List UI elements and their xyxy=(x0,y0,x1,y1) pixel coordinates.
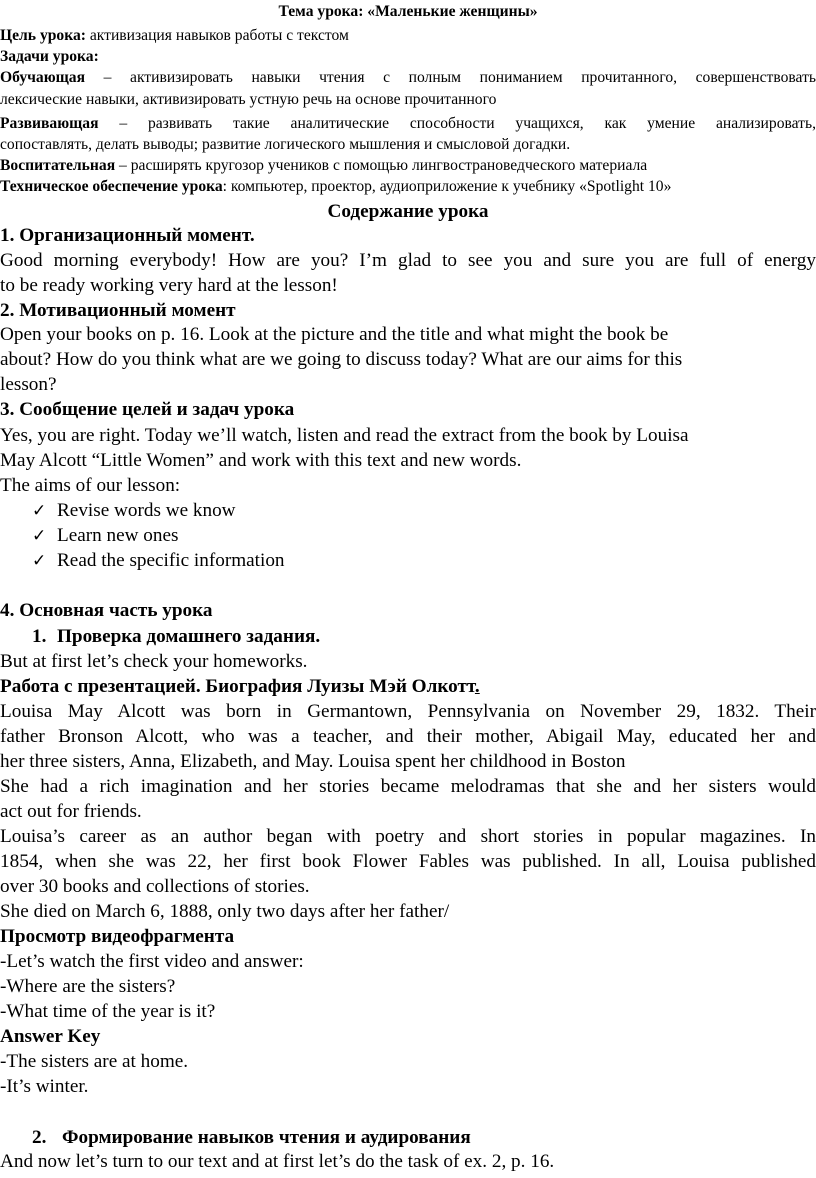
lesson-title: Тема урока: «Маленькие женщины» xyxy=(278,3,538,20)
video-line: -Let’s watch the first video and answer: xyxy=(0,951,304,972)
section-3-text-cont: May Alcott “Little Women” and work with this text and new words. xyxy=(0,450,522,471)
checkmark-icon: ✓ xyxy=(32,526,47,546)
bio-paragraph-line: her three sisters, Anna, Elizabeth, and May. Louisa spent her childhood in Boston xyxy=(0,751,626,772)
content-heading: Содержание урока xyxy=(327,201,489,222)
bio-paragraph-line: Louisa’s career as an author began with poetry and short stories in popular magazines. In xyxy=(0,826,816,847)
answer-key-heading: Answer Key xyxy=(0,1026,101,1047)
section-2-text-end: lesson? xyxy=(0,374,57,395)
lesson-goal: Цель урока: активизация навыков работы с текстом xyxy=(0,27,349,44)
checkmark-icon: ✓ xyxy=(32,501,47,521)
checkmark-icon: ✓ xyxy=(32,551,47,571)
section-2-heading: 2. Мотивационный момент xyxy=(0,300,236,321)
developing-task: Развивающая – развивать такие аналитические способности учащихся, как умение анализировать, xyxy=(0,115,816,132)
section-1-heading: 1. Организационный момент. xyxy=(0,225,255,246)
video-line: -What time of the year is it? xyxy=(0,1001,216,1022)
bio-paragraph-line: 1854, when she was 22, her first book Flower Fables was published. In all, Louisa published xyxy=(0,851,816,872)
educational-task: Воспитательная – расширять кругозор учеников с помощью лингвострановедческого материала xyxy=(0,157,648,174)
section-2-text: Open your books on p. 16. Look at the picture and the title and what might the book be xyxy=(0,324,669,345)
section-4-heading: 4. Основная часть урока xyxy=(0,600,213,621)
bio-paragraph-line: Louisa May Alcott was born in Germantown, Pennsylvania on November 29, 1832. Their xyxy=(0,701,816,722)
bio-paragraph-line: over 30 books and collections of stories. xyxy=(0,876,310,897)
bio-paragraph-line: act out for friends. xyxy=(0,801,142,822)
section-3-heading: 3. Сообщение целей и задач урока xyxy=(0,399,295,420)
subsection-1-text: But at first let’s check your homeworks. xyxy=(0,651,308,672)
bio-paragraph-line: She had a rich imagination and her stories became melodramas that she and her sisters would xyxy=(0,776,816,797)
tasks-label: Задачи урока: xyxy=(0,48,99,65)
teaching-task: Обучающая – активизировать навыки чтения с полным пониманием прочитанного, совершенствовать xyxy=(0,69,816,86)
section-1-text: Good morning everybody! How are you? I’m glad to see you and sure you are full of energy xyxy=(0,250,816,271)
answer-line: -It’s winter. xyxy=(0,1076,89,1097)
developing-task-cont: сопоставлять, делать выводы; развитие логического мышления и смысловой догадки. xyxy=(0,136,571,153)
technical-equipment: Техническое обеспечение урока: компьютер, проектор, аудиоприложение к учебнику «Spotlight 10» xyxy=(0,178,672,195)
bio-paragraph-line: father Bronson Alcott, who was a teacher, and their mother, Abigail May, educated her and xyxy=(0,726,816,747)
aims-intro: The aims of our lesson: xyxy=(0,475,181,496)
video-heading: Просмотр видеофрагмента xyxy=(0,926,235,947)
subsection-2-text: And now let’s turn to our text and at first let’s do the task of ex. 2, p. 16. xyxy=(0,1151,555,1172)
video-line: -Where are the sisters? xyxy=(0,976,176,997)
answer-line: -The sisters are at home. xyxy=(0,1051,189,1072)
presentation-heading: Работа с презентацией. Биография Луизы Мэй Олкотт. xyxy=(0,676,480,697)
teaching-task-cont: лексические навыки, активизировать устную речь на основе прочитанного xyxy=(0,91,497,108)
bio-paragraph-line: She died on March 6, 1888, only two days after her father/ xyxy=(0,901,450,922)
section-2-text-cont: about? How do you think what are we going to discuss today? What are our aims for this xyxy=(0,349,683,370)
section-1-text-cont: to be ready working very hard at the lesson! xyxy=(0,275,338,296)
section-3-text: Yes, you are right. Today we’ll watch, listen and read the extract from the book by Louisa xyxy=(0,425,689,446)
document-page: Тема урока: «Маленькие женщины» Цель урока: активизация навыков работы с текстом Задачи урока: Обучающая – активизировать навыки чтения с полным пониманием прочитанного, совершенствовать лексические навыки, активизировать устную речь на основе прочитанного Развивающая – развивать такие аналитические способности учащихся, как умение анализировать, сопоставлять, делать выводы; развитие логического мышления и смысловой догадки. Воспитательная – расширять кругозор учеников с помощью лингвострановедческого материала Техническое обеспечение урока: компьютер, проектор, аудиоприложение к учебнику «Spotlight 10» Содержание урока 1. Организационный момент. Good morning everybody! How are you? I’m glad to see you and sure you are full of energy to be ready working very hard at the lesson! 2. Мотивационный момент Open your books on p. 16. Look at the picture and the title and what might the book be about? How do you think what are we going to discuss today? What are our aims for this lesson? 3. Сообщение целей и задач урока Yes, you are right. Today we’ll watch, listen and read the extract from the book by Louisa May Alcott “Little Women” and work with this text and new words. The aims of our lesson: ✓ Revise words we know ✓ Learn new ones ✓ Read the specific information 4. Основная часть урока 1. Проверка домашнего задания. But at first let’s check your homeworks. Работа с презентацией. Биография Луизы Мэй Олкотт. Louisa May Alcott was born in Germantown, Pennsylvania on November 29, 1832. Their father Bronson Alcott, who was a teacher, and their mother, Abigail May, educated her and her three sisters, Anna, Elizabeth, and May. Louisa spent her childhood in Boston She had a rich imagination and her stories became melodramas that she and her sisters would act out for friends. Louisa’s career as an author began with poetry and short stories in popular magazines. In 1854, when she was 22, her first book Flower Fables was published. In all, Louisa published over 30 books and collections of stories. She died on March 6, 1888, only two days after her father/ Просмотр видеофрагмента -Let’s watch the first video and answer: -Where are the sisters? -What time of the year is it? Answer Key -The sisters are at home. -It’s winter. 2. Формирование навыков чтения и аудирования And now let’s turn to our text and at first let’s do the task of ex. 2, p. 16. xyxy=(0,3,816,1172)
